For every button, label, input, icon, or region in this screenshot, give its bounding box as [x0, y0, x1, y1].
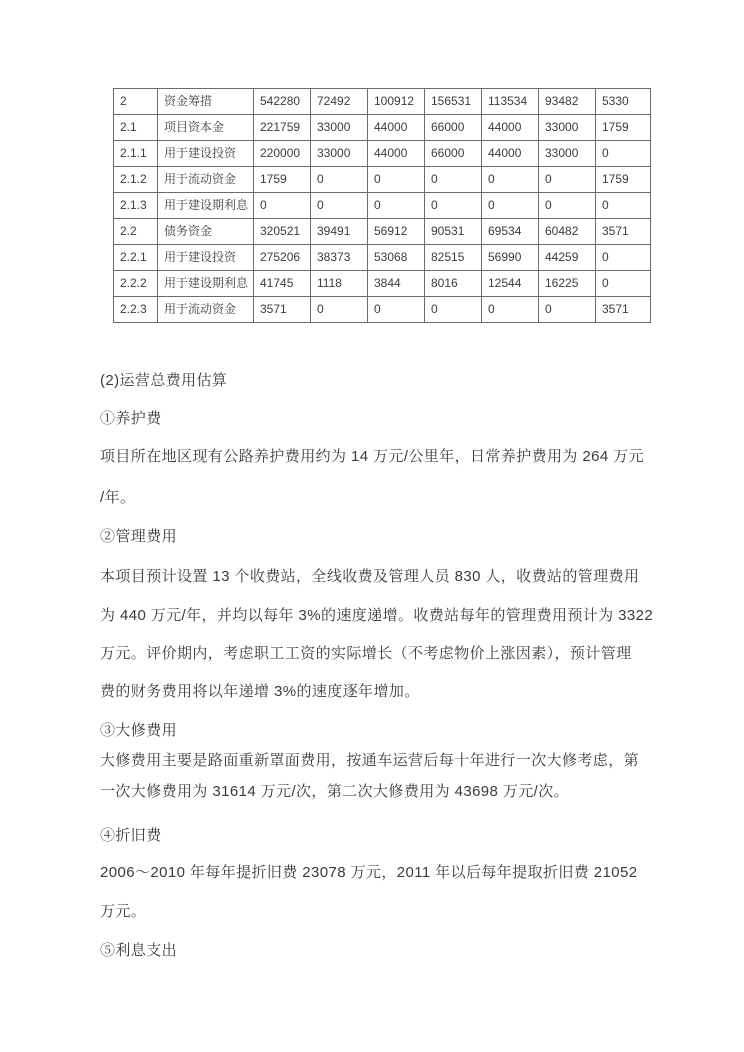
- row-number-cell: 2: [114, 89, 158, 115]
- heading-maintenance-fee: ①养护费: [100, 410, 162, 427]
- value-cell: 0: [596, 245, 651, 271]
- value-cell: 60482: [539, 219, 596, 245]
- value-cell: 53068: [368, 245, 425, 271]
- value-cell: 33000: [311, 141, 368, 167]
- value-cell: 0: [596, 271, 651, 297]
- value-cell: 542280: [254, 89, 311, 115]
- value-cell: 0: [311, 297, 368, 323]
- value-cell: 0: [425, 193, 482, 219]
- value-cell: 0: [482, 193, 539, 219]
- value-cell: 66000: [425, 141, 482, 167]
- value-cell: 0: [539, 193, 596, 219]
- table-row: [114, 297, 651, 323]
- paragraph-line: 费的财务费用将以年递增 3%的速度逐年增加。: [100, 683, 420, 700]
- value-cell: 8016: [425, 271, 482, 297]
- value-cell: 0: [311, 167, 368, 193]
- item-label-cell: 用于建设投资: [158, 141, 254, 167]
- value-cell: 0: [539, 167, 596, 193]
- value-cell: 3571: [254, 297, 311, 323]
- value-cell: 72492: [311, 89, 368, 115]
- value-cell: 0: [311, 193, 368, 219]
- value-cell: 0: [596, 141, 651, 167]
- paragraph-line: 万元。: [100, 903, 147, 920]
- value-cell: 33000: [539, 141, 596, 167]
- heading-operating-cost-estimate: (2)运营总费用估算: [100, 372, 228, 389]
- value-cell: 221759: [254, 115, 311, 141]
- table-row: [114, 193, 651, 219]
- paragraph-line: 大修费用主要是路面重新罩面费用，按通车运营后每十年进行一次大修考虑，第: [100, 752, 640, 769]
- value-cell: 156531: [425, 89, 482, 115]
- table-row: [114, 89, 651, 115]
- heading-management-fee: ②管理费用: [100, 528, 178, 545]
- value-cell: 220000: [254, 141, 311, 167]
- value-cell: 44000: [368, 141, 425, 167]
- item-label-cell: 用于建设期利息: [158, 271, 254, 297]
- table-row: [114, 245, 651, 271]
- value-cell: 1759: [254, 167, 311, 193]
- value-cell: 100912: [368, 89, 425, 115]
- row-number-cell: 2.1.2: [114, 167, 158, 193]
- value-cell: 90531: [425, 219, 482, 245]
- value-cell: 44259: [539, 245, 596, 271]
- value-cell: 39491: [311, 219, 368, 245]
- row-number-cell: 2.2.3: [114, 297, 158, 323]
- value-cell: 41745: [254, 271, 311, 297]
- item-label-cell: 用于建设期利息: [158, 193, 254, 219]
- value-cell: 1118: [311, 271, 368, 297]
- value-cell: 82515: [425, 245, 482, 271]
- paragraph-line: 本项目预计设置 13 个收费站，全线收费及管理人员 830 人，收费站的管理费用: [100, 568, 640, 585]
- table-row: [114, 141, 651, 167]
- item-label-cell: 用于流动资金: [158, 167, 254, 193]
- row-number-cell: 2.2: [114, 219, 158, 245]
- paragraph-line: 一次大修费用为 31614 万元/次，第二次大修费用为 43698 万元/次。: [100, 783, 570, 800]
- value-cell: 0: [596, 193, 651, 219]
- item-label-cell: 用于流动资金: [158, 297, 254, 323]
- paragraph-line: 为 440 万元/年，并均以每年 3%的速度递增。收费站每年的管理费用预计为 3322: [100, 607, 654, 624]
- value-cell: 0: [425, 297, 482, 323]
- value-cell: 33000: [539, 115, 596, 141]
- row-number-cell: 2.1: [114, 115, 158, 141]
- value-cell: 33000: [311, 115, 368, 141]
- value-cell: 44000: [482, 115, 539, 141]
- heading-depreciation-fee: ④折旧费: [100, 827, 162, 844]
- funding-table: [113, 88, 651, 323]
- heading-overhaul-fee: ③大修费用: [100, 722, 178, 739]
- value-cell: 0: [368, 297, 425, 323]
- row-number-cell: 2.2.2: [114, 271, 158, 297]
- value-cell: 0: [254, 193, 311, 219]
- table-row: [114, 115, 651, 141]
- value-cell: 5330: [596, 89, 651, 115]
- heading-interest-expense: ⑤利息支出: [100, 942, 178, 959]
- item-label-cell: 项目资本金: [158, 115, 254, 141]
- row-number-cell: 2.1.1: [114, 141, 158, 167]
- value-cell: 69534: [482, 219, 539, 245]
- value-cell: 1759: [596, 115, 651, 141]
- value-cell: 56990: [482, 245, 539, 271]
- item-label-cell: 用于建设投资: [158, 245, 254, 271]
- value-cell: 38373: [311, 245, 368, 271]
- item-label-cell: 债务资金: [158, 219, 254, 245]
- table-row: [114, 167, 651, 193]
- value-cell: 16225: [539, 271, 596, 297]
- value-cell: 3844: [368, 271, 425, 297]
- value-cell: 0: [425, 167, 482, 193]
- value-cell: 320521: [254, 219, 311, 245]
- value-cell: 0: [368, 193, 425, 219]
- value-cell: 275206: [254, 245, 311, 271]
- value-cell: 3571: [596, 219, 651, 245]
- value-cell: 12544: [482, 271, 539, 297]
- value-cell: 0: [482, 167, 539, 193]
- paragraph-line: 万元。评价期内，考虑职工工资的实际增长（不考虑物价上涨因素），预计管理: [100, 645, 632, 662]
- value-cell: 44000: [368, 115, 425, 141]
- value-cell: 1759: [596, 167, 651, 193]
- value-cell: 0: [539, 297, 596, 323]
- value-cell: 3571: [596, 297, 651, 323]
- value-cell: 0: [482, 297, 539, 323]
- paragraph-line: /年。: [100, 489, 136, 506]
- value-cell: 44000: [482, 141, 539, 167]
- value-cell: 66000: [425, 115, 482, 141]
- paragraph-line: 项目所在地区现有公路养护费用约为 14 万元/公里年，日常养护费用为 264 万元: [100, 448, 644, 465]
- paragraph-line: 2006～2010 年每年提折旧费 23078 万元，2011 年以后每年提取折旧费 21052: [100, 864, 638, 881]
- value-cell: 113534: [482, 89, 539, 115]
- table-row: [114, 219, 651, 245]
- item-label-cell: 资金筹措: [158, 89, 254, 115]
- row-number-cell: 2.1.3: [114, 193, 158, 219]
- value-cell: 56912: [368, 219, 425, 245]
- funding-table-body: [114, 89, 651, 323]
- value-cell: 0: [368, 167, 425, 193]
- table-row: [114, 271, 651, 297]
- row-number-cell: 2.2.1: [114, 245, 158, 271]
- value-cell: 93482: [539, 89, 596, 115]
